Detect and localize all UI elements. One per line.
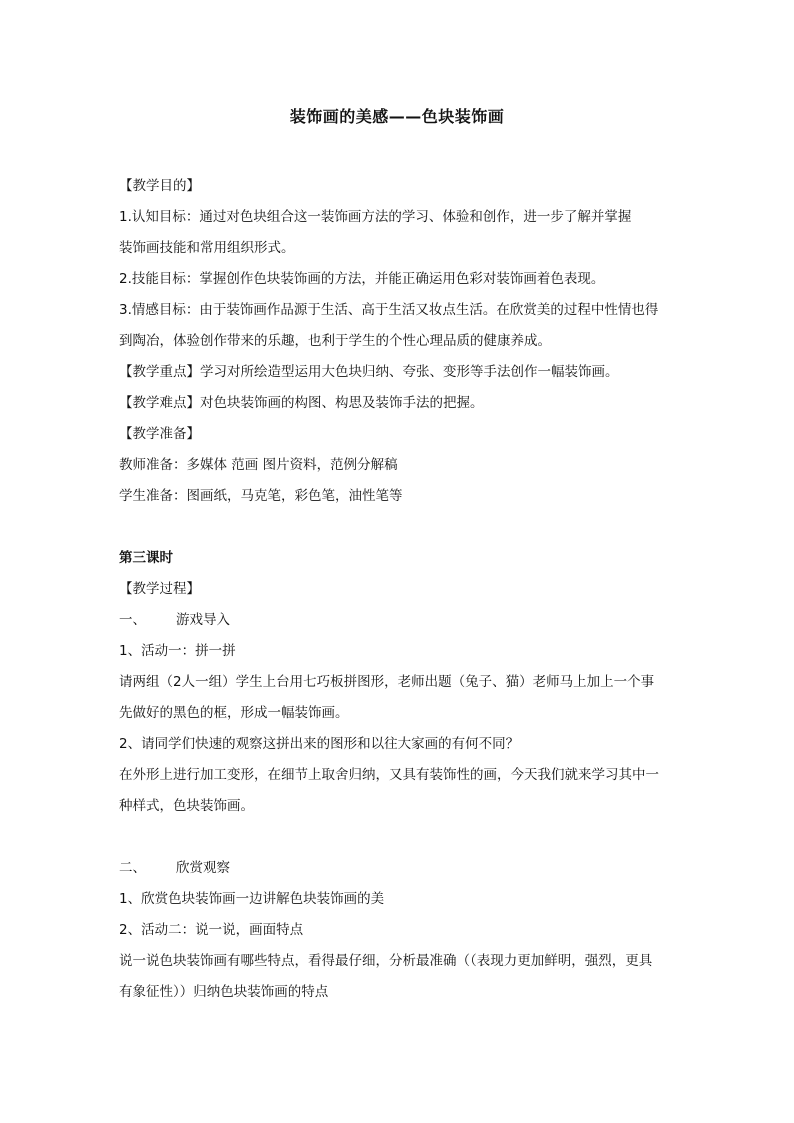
section-2-title: 欣赏观察 [176,860,230,876]
document-title: 装饰画的美感——色块装饰画 [289,107,505,126]
lesson-label: 第三课时 [119,550,173,566]
goal-cognitive-line-2: 装饰画技能和常用组织形式。 [119,240,295,256]
activity-1-desc-line-1: 请两组（2人一组）学生上台用七巧板拼图形，老师出题（兔子、猫）老师马上加上一个事 [119,674,655,690]
appreciation-1: 1、欣赏色块装饰画一边讲解色块装饰画的美 [119,891,385,907]
activity-2-desc-line-2: 有象征性））归纳色块装饰画的特点 [119,984,329,1000]
teaching-key-point: 【教学重点】学习对所绘造型运用大色块归纳、夸张、变形等手法创作一幅装饰画。 [119,364,619,380]
question-2: 2、请同学们快速的观察这拼出来的图形和以往大家画的有何不同？ [119,736,520,752]
goal-emotion-line-2: 到陶冶，体验创作带来的乐趣，也利于学生的个性心理品质的健康养成。 [119,333,551,349]
teaching-difficulty: 【教学难点】对色块装饰画的构图、构思及装饰手法的把握。 [119,395,484,411]
activity-2-desc-line-1: 说一说色块装饰画有哪些特点，看得最仔细，分析最准确（（表现力更加鲜明，强烈，更具 [119,953,653,969]
section-2-heading [119,859,689,877]
section-2-number: 二、 [119,860,146,876]
goal-cognitive-line-1: 1.认知目标：通过对色块组合这一装饰画方法的学习、体验和创作，进一步了解并掌握 [119,209,632,225]
activity-1: 1、活动一：拼一拼 [119,643,236,659]
answer-line-1: 在外形上进行加工变形，在细节上取舍归纳，又具有装饰性的画，今天我们就来学习其中一 [119,767,659,783]
section-1-title: 游戏导入 [176,612,230,628]
activity-2: 2、活动二：说一说，画面特点 [119,922,304,938]
goal-emotion-line-1: 3.情感目标：由于装饰画作品源于生活、高于生活又妆点生活。在欣赏美的过程中性情也得 [119,302,659,318]
section-1-number: 一、 [119,612,146,628]
teaching-process-header: 【教学过程】 [119,581,200,597]
goal-skill: 2.技能目标：掌握创作色块装饰画的方法，并能正确运用色彩对装饰画着色表现。 [119,271,605,287]
teacher-prep: 教师准备：多媒体 范画 图片资料，范例分解稿 [119,457,398,473]
section-1-heading [119,611,689,629]
student-prep: 学生准备：图画纸，马克笔，彩色笔，油性笔等 [119,488,403,504]
answer-line-2: 种样式，色块装饰画。 [119,798,254,814]
teaching-goal-header: 【教学目的】 [119,178,200,194]
teaching-prep-header: 【教学准备】 [119,426,200,442]
activity-1-desc-line-2: 先做好的黑色的框，形成一幅装饰画。 [119,705,349,721]
